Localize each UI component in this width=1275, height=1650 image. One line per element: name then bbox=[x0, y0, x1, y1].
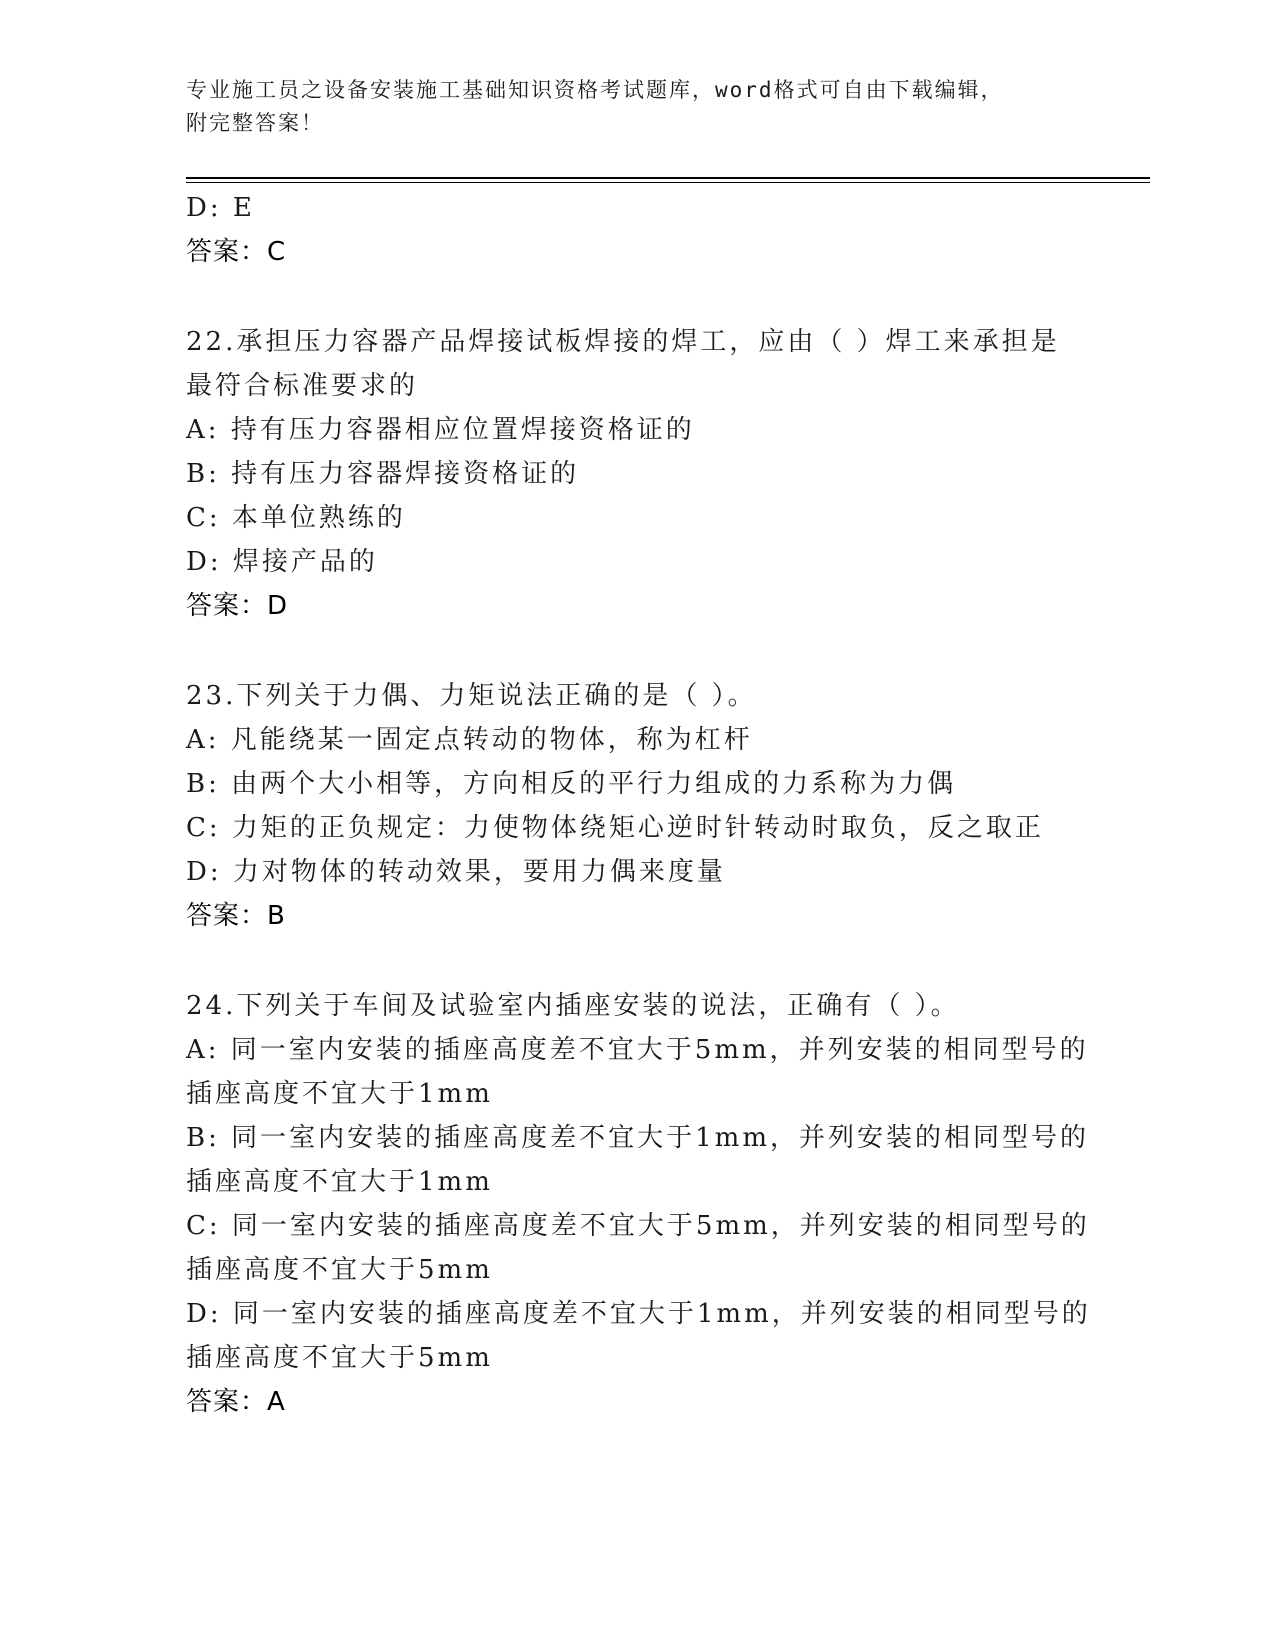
header-divider-thick bbox=[186, 177, 1150, 179]
q22-option-b: B: 持有压力容器焊接资格证的 bbox=[186, 459, 580, 489]
q23-option-b: B: 由两个大小相等，方向相反的平行力组成的力系称为力偶 bbox=[186, 769, 957, 799]
q24-option-a-line-1: A: 同一室内安装的插座高度差不宜大于5mm，并列安装的相同型号的 bbox=[186, 1035, 1089, 1065]
q22-option-d: D: 焊接产品的 bbox=[186, 547, 378, 577]
q24-option-a-line-2: 插座高度不宜大于1mm bbox=[186, 1079, 493, 1109]
header-line-1: 专业施工员之设备安装施工基础知识资格考试题库，word格式可自由下载编辑， bbox=[186, 78, 1004, 102]
q22-stem-line-1: 22.承担压力容器产品焊接试板焊接的焊工，应由（ ）焊工来承担是 bbox=[186, 327, 1060, 357]
q22-answer: 答案：D bbox=[186, 591, 289, 621]
q23-option-c: C: 力矩的正负规定：力使物体绕矩心逆时针转动时取负，反之取正 bbox=[186, 813, 1044, 843]
q22-option-c: C: 本单位熟练的 bbox=[186, 503, 406, 533]
q22-stem-line-2: 最符合标准要求的 bbox=[186, 371, 419, 401]
q24-option-c-line-1: C: 同一室内安装的插座高度差不宜大于5mm，并列安装的相同型号的 bbox=[186, 1211, 1090, 1241]
document-header bbox=[186, 74, 1066, 140]
q23-stem-line-1: 23.下列关于力偶、力矩说法正确的是（ ）。 bbox=[186, 681, 757, 711]
q22-option-a: A: 持有压力容器相应位置焊接资格证的 bbox=[186, 415, 695, 445]
q23-option-a: A: 凡能绕某一固定点转动的物体，称为杠杆 bbox=[186, 725, 753, 755]
carryover-option-d: D: E bbox=[186, 193, 255, 223]
header-line-2: 附完整答案！ bbox=[186, 111, 324, 135]
q23-answer: 答案：B bbox=[186, 901, 286, 931]
header-divider-thin bbox=[186, 182, 1150, 183]
q23-option-d: D: 力对物体的转动效果，要用力偶来度量 bbox=[186, 857, 726, 887]
q24-option-b-line-1: B: 同一室内安装的插座高度差不宜大于1mm，并列安装的相同型号的 bbox=[186, 1123, 1089, 1153]
carryover-answer: 答案：C bbox=[186, 237, 287, 267]
q24-stem-line-1: 24.下列关于车间及试验室内插座安装的说法，正确有（ ）。 bbox=[186, 991, 960, 1021]
q24-option-d-line-1: D: 同一室内安装的插座高度差不宜大于1mm，并列安装的相同型号的 bbox=[186, 1299, 1091, 1329]
q24-option-d-line-2: 插座高度不宜大于5mm bbox=[186, 1343, 493, 1373]
q24-option-c-line-2: 插座高度不宜大于5mm bbox=[186, 1255, 493, 1285]
q24-option-b-line-2: 插座高度不宜大于1mm bbox=[186, 1167, 493, 1197]
q24-answer: 答案：A bbox=[186, 1387, 286, 1417]
